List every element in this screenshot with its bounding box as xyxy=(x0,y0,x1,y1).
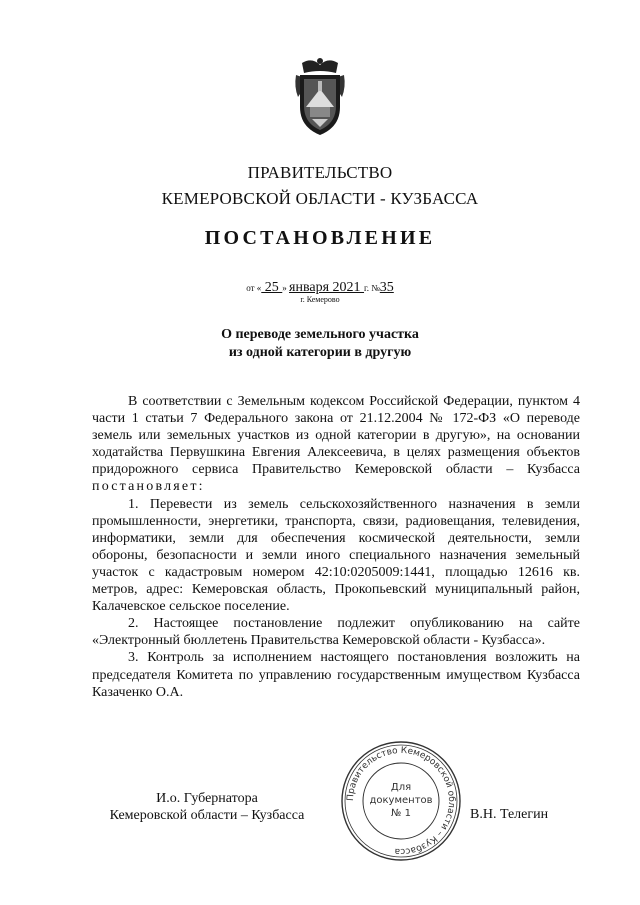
clause-2-paragraph: 2. Настоящее постановление подлежит опубликованию на сайте «Электронный бюллетень Правительства Кемеровской области - Кузбасса». xyxy=(92,616,580,649)
preamble-text: В соответствии с Земельным кодексом Российской Федерации, пунктом 4 части 1 статьи 7 Федерального закона от 21.12.2004 № 172-ФЗ «О переводе земель или земельных участков из одной категории в другую», на основании ходатайства Первушкина Евгения Алексеевича, в целях размещения объектов придорожного сервиса Правительство Кемеровской области – Кузбасса xyxy=(92,394,580,478)
document-subject xyxy=(0,326,640,362)
signatory-title xyxy=(92,790,322,824)
place-of-issue: г. Кемерово xyxy=(300,295,340,304)
organization-name-line-1: ПРАВИТЕЛЬСТВО xyxy=(247,163,393,182)
document-type-title: ПОСТАНОВЛЕНИЕ xyxy=(204,227,436,249)
organization-name-line-2: КЕМЕРОВСКОЙ ОБЛАСТИ - КУЗБАССА xyxy=(161,189,479,208)
subject-line-2: из одной категории в другую xyxy=(228,345,412,360)
date-month-year: января 2021 xyxy=(289,280,365,295)
date-number-line xyxy=(0,280,640,296)
preamble-paragraph xyxy=(92,393,580,496)
stamp-line-2: документов xyxy=(369,795,433,806)
date-suffix: г. № xyxy=(364,283,380,293)
date-day: 25 xyxy=(261,280,283,295)
subject-line-1: О переводе земельного участка xyxy=(221,327,419,342)
stamp-ring-text: Правительство Кемеровской области – Кузбасса xyxy=(345,745,457,857)
document-number: 35 xyxy=(379,280,394,295)
stamp-line-3: № 1 xyxy=(391,808,411,819)
document-body xyxy=(92,393,580,701)
date-prefix: от « xyxy=(246,283,262,293)
stamp-line-1: Для xyxy=(390,782,412,793)
signatory-name: В.Н. Телегин xyxy=(470,807,549,822)
coat-of-arms-emblem xyxy=(292,57,348,137)
signatory-title-line-2: Кемеровской области – Кузбасса xyxy=(109,808,305,823)
signatory-title-line-1: И.о. Губернатора xyxy=(156,791,258,806)
date-mid: » xyxy=(282,283,290,293)
clause-3-paragraph: 3. Контроль за исполнением настоящего постановления возложить на председателя Комитета по управлению государственным имуществом Кузбасса Казаченко О.А. xyxy=(92,650,580,700)
clause-1-paragraph: 1. Перевести из земель сельскохозяйственного назначения в земли промышленности, энергетики, транспорта, связи, радиовещания, телевидения, информатики, земли для обеспечения космической деятельности, земли обороны, безопасности и земли иного специального назначения земельный участок с кадастровым номером 42:10:0205009:1441, площадью 12616 кв. метров, адрес: Кемеровская область, Прокопьевский муниципальный район, Калачевское сельское поселение. xyxy=(92,496,580,615)
decree-verb: постановляет: xyxy=(92,479,205,495)
official-seal-stamp xyxy=(340,740,462,862)
